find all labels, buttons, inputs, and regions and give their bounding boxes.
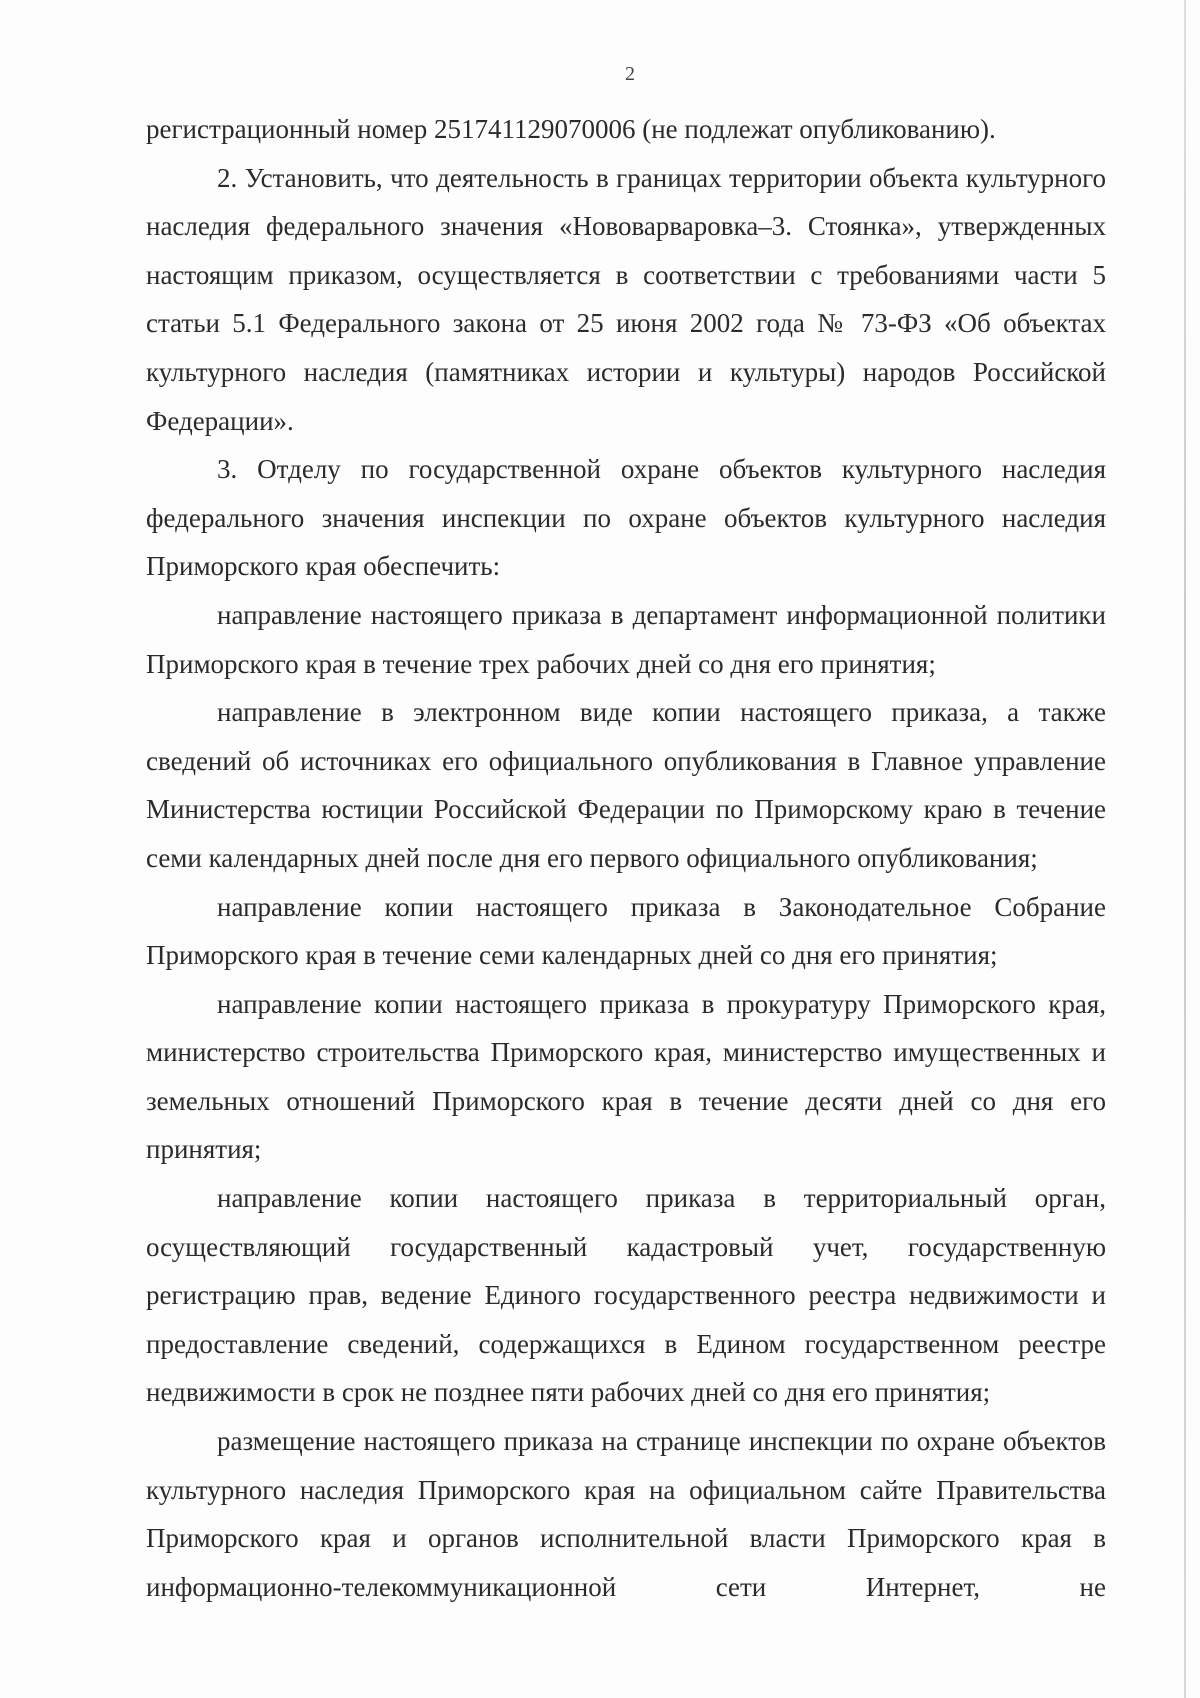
paragraph-ministry-of-justice: направление в электронном виде копии настоящего приказа, а также сведений об источниках его официального опубликования в Главное управление Министерства юстиции Российской Федерации по Приморскому краю в течение семи календарных дней после дня его первого официального опубликования;: [146, 697, 1106, 873]
paragraph-department-information-policy: направление настоящего приказа в департамент информационной политики Приморского края в течение трех рабочих дней со дня его принятия;: [146, 599, 1106, 679]
page-edge: [1184, 0, 1186, 1698]
document-body: [146, 105, 1106, 1611]
paragraph-cadastral-registry: направление копии настоящего приказа в территориальный орган, осуществляющий государственный кадастровый учет, государственную регистрацию прав, ведение Единого государственного реестра недвижимости и предоставление сведений, содержащихся в Едином государственном реестре недвижимости в срок не позднее пяти рабочих дней со дня его принятия;: [146, 1183, 1106, 1408]
paragraph-legislative-assembly: направление копии настоящего приказа в Законодательное Собрание Приморского края в течение семи календарных дней со дня его принятия;: [146, 891, 1106, 971]
paragraph-website-publication: размещение настоящего приказа на странице инспекции по охране объектов культурного наследия Приморского края на официальном сайте Правительства Приморского края и органов исполнительной власти Приморского края в информационно-телекоммуникационной сети Интернет, не: [146, 1426, 1106, 1602]
page-number: 2: [625, 63, 635, 85]
paragraph-prosecutor-office: направление копии настоящего приказа в прокуратуру Приморского края, министерство строительства Приморского края, министерство имущественных и земельных отношений Приморского края в течение десяти дней со дня его принятия;: [146, 988, 1106, 1165]
paragraph-item-3: 3. Отделу по государственной охране объектов культурного наследия федерального значения инспекции по охране объектов культурного наследия Приморского края обеспечить:: [146, 454, 1106, 582]
paragraph-item-2: 2. Установить, что деятельность в границах территории объекта культурного наследия федерального значения «Нововарваровка–3. Стоянка», утвержденных настоящим приказом, осуществляется в соответствии с требованиями части 5 статьи 5.1 Федерального закона от 25 июня 2002 года № 73-ФЗ «Об объектах культурного наследия (памятниках истории и культуры) народов Российской Федерации».: [146, 162, 1106, 436]
paragraph-registration-number: регистрационный номер 251741129070006 (не подлежат опубликованию).: [146, 114, 996, 144]
